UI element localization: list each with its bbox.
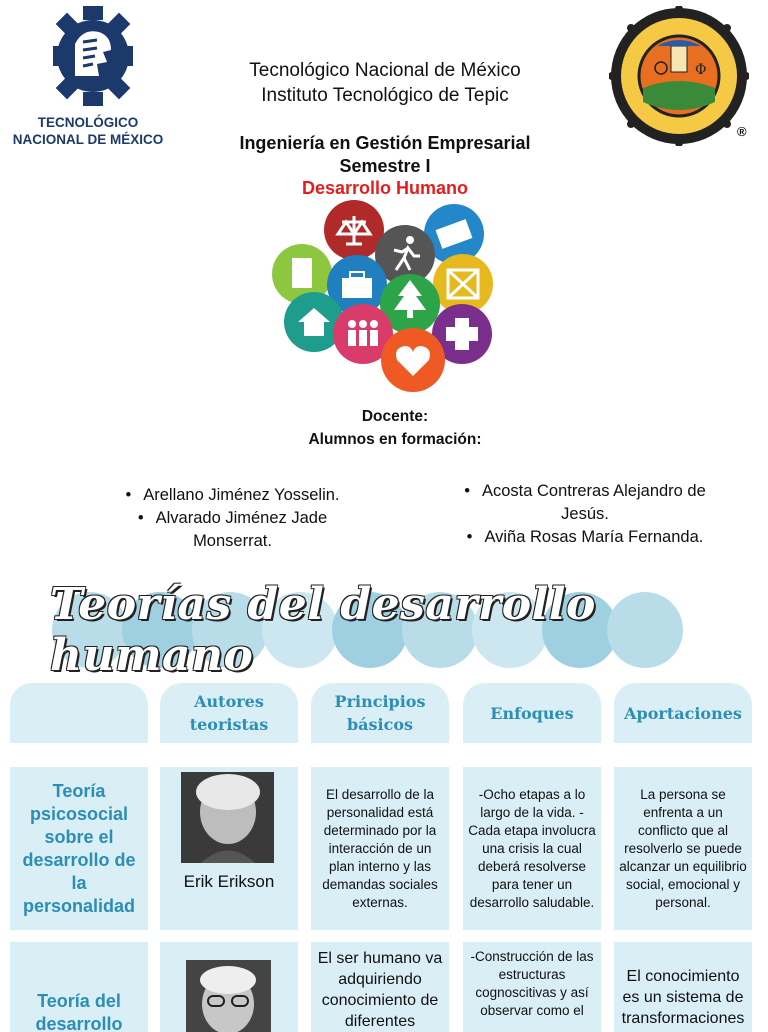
- theory-cell: Teoría psicosocial sobre el desarrollo de la personalidad: [10, 767, 148, 930]
- header-approaches: Enfoques: [463, 683, 601, 743]
- institution-line1: Tecnológico Nacional de México: [249, 60, 521, 81]
- teacher-label: Docente:: [361, 408, 429, 425]
- credits-labels: [200, 405, 590, 451]
- principles-cell: El ser humano va adquiriendo conocimiento de diferentes: [311, 942, 449, 1032]
- tecnm-line2: NACIONAL DE MÉXICO: [12, 132, 164, 147]
- program-name: Ingeniería en Gestión Empresarial: [239, 133, 531, 153]
- registered-mark: ®: [737, 124, 747, 139]
- program-block: [170, 132, 600, 178]
- tecnm-logo: [8, 6, 168, 156]
- gear-eagle-icon: [53, 6, 133, 106]
- banner-title: Teorías del desarrollo humano: [50, 579, 596, 681]
- approaches-cell: -Ocho etapas a lo largo de la vida. -Cada etapa involucra una crisis la cual deberá resolverse para tener un desarrollo saludable.: [463, 767, 601, 930]
- header-contributions: Aportaciones: [614, 683, 752, 743]
- student-item-continuation: Monserrat.: [193, 532, 272, 550]
- svg-text:Φ: Φ: [695, 62, 707, 78]
- ittepic-seal: [609, 6, 749, 146]
- student-item: • Acosta Contreras Alejandro de: [464, 482, 706, 500]
- semester: Semestre I: [339, 156, 431, 176]
- author-cell: [160, 767, 298, 930]
- student-item-continuation: Jesús.: [561, 505, 609, 523]
- author-name: Erik Erikson: [183, 872, 275, 891]
- institution-line2: Instituto Tecnológico de Tepic: [261, 85, 509, 106]
- tecnm-line1: TECNOLÓGICO: [37, 115, 139, 130]
- students-label: Alumnos en formación:: [308, 431, 482, 448]
- students-left-list: [95, 484, 370, 553]
- students-right-list: [430, 480, 740, 549]
- course-title: Desarrollo Humano: [301, 178, 469, 198]
- header-authors: Autores teoristas: [160, 683, 298, 743]
- student-item: • Alvarado Jiménez Jade: [137, 509, 328, 527]
- student-item: • Aviña Rosas María Fernanda.: [466, 528, 704, 546]
- header-empty-cell: [10, 683, 148, 743]
- author-photo: [186, 960, 271, 1032]
- principles-cell: El desarrollo de la personalidad está determinado por la interacción de un plan interno y las demandas sociales externas.: [311, 767, 449, 930]
- author-photo: [181, 772, 274, 863]
- header-principles: Principios básicos: [311, 683, 449, 743]
- theory-cell: Teoría del desarrollo: [10, 942, 148, 1032]
- contributions-cell: El conocimiento es un sistema de transformaciones: [614, 942, 752, 1032]
- author-cell: [160, 942, 298, 1032]
- theories-banner: [50, 579, 690, 681]
- approaches-cell: -Construcción de las estructuras cognoscitivas y así observar como el: [463, 942, 601, 1032]
- student-item: • Arellano Jiménez Yosselin.: [125, 486, 340, 504]
- institution-header: [170, 58, 600, 108]
- contributions-cell: La persona se enfrenta a un conflicto que al resolverlo se puede alcanzar un equilibrio social, emocional y personal.: [614, 767, 752, 930]
- development-icons: [262, 200, 502, 395]
